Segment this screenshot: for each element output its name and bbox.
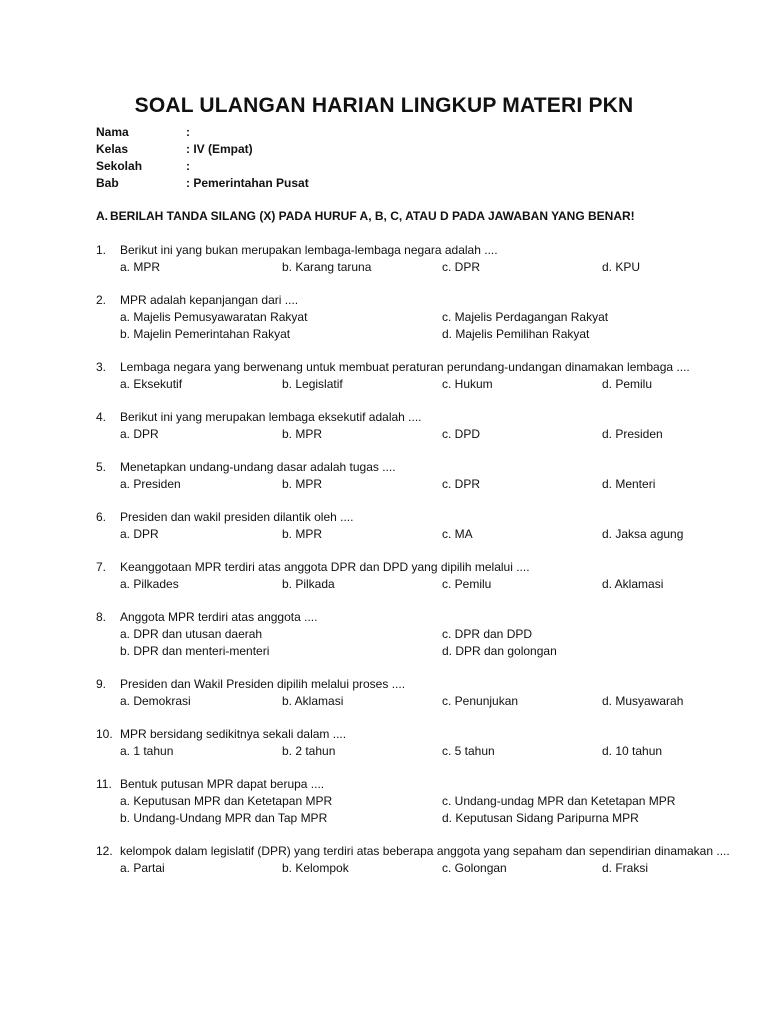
answer-option[interactable]: d. Jaksa agung — [602, 527, 684, 541]
options-row — [96, 643, 756, 660]
answer-option[interactable]: a. Presiden — [120, 477, 181, 491]
info-row-kelas — [96, 141, 309, 158]
question-item — [96, 359, 756, 393]
instruction-text: BERILAH TANDA SILANG (X) PADA HURUF A, B, C, ATAU D PADA JAWABAN YANG BENAR! — [110, 209, 635, 223]
options-row — [96, 860, 756, 877]
options-row — [96, 309, 756, 326]
answer-option[interactable]: c. DPR dan DPD — [442, 627, 533, 641]
answer-option[interactable]: d. Presiden — [602, 427, 663, 441]
answer-option[interactable]: c. MA — [442, 527, 473, 541]
answer-option[interactable]: a. DPR dan utusan daerah — [120, 627, 263, 641]
options-row — [96, 810, 756, 827]
question-text: Presiden dan Wakil Presiden dipilih melalui proses .... — [120, 677, 406, 691]
options-row — [96, 576, 756, 593]
answer-option[interactable]: b. Karang taruna — [282, 260, 372, 274]
question-number: 5. — [96, 460, 107, 474]
options-row — [96, 693, 756, 710]
question-stem — [96, 609, 756, 626]
answer-option[interactable]: c. Hukum — [442, 377, 493, 391]
question-number: 3. — [96, 360, 107, 374]
section-letter: A. — [96, 209, 108, 223]
answer-option[interactable]: c. DPR — [442, 477, 481, 491]
question-item — [96, 409, 756, 443]
info-label: Kelas — [96, 142, 129, 156]
info-label: Nama — [96, 125, 129, 139]
info-row-sekolah — [96, 158, 309, 175]
info-value: : Pemerintahan Pusat — [186, 176, 309, 190]
question-text: Berikut ini yang merupakan lembaga eksekutif adalah .... — [120, 410, 422, 424]
answer-option[interactable]: b. Majelin Pemerintahan Rakyat — [120, 327, 291, 341]
answer-option[interactable]: d. DPR dan golongan — [442, 644, 557, 658]
options-row — [96, 376, 756, 393]
question-stem — [96, 242, 756, 259]
options-row — [96, 426, 756, 443]
answer-option[interactable]: a. DPR — [120, 427, 159, 441]
info-label: Bab — [96, 176, 119, 190]
question-stem — [96, 409, 756, 426]
answer-option[interactable]: d. KPU — [602, 260, 641, 274]
question-item — [96, 509, 756, 543]
question-number: 6. — [96, 510, 107, 524]
info-value: : — [186, 125, 190, 139]
answer-option[interactable]: b. Aklamasi — [282, 694, 344, 708]
answer-option[interactable]: a. DPR — [120, 527, 159, 541]
info-value: : — [186, 159, 190, 173]
answer-option[interactable]: d. Majelis Pemilihan Rakyat — [442, 327, 590, 341]
question-item — [96, 843, 756, 877]
question-stem — [96, 726, 756, 743]
answer-option[interactable]: a. Partai — [120, 861, 165, 875]
question-number: 7. — [96, 560, 107, 574]
info-row-bab — [96, 175, 309, 192]
answer-option[interactable]: b. 2 tahun — [282, 744, 336, 758]
options-row — [96, 326, 756, 343]
question-text: Keanggotaan MPR terdiri atas anggota DPR dan DPD yang dipilih melalui .... — [120, 560, 530, 574]
options-row — [96, 743, 756, 760]
answer-option[interactable]: b. DPR dan menteri-menteri — [120, 644, 270, 658]
question-number: 12. — [96, 844, 113, 858]
answer-option[interactable]: d. 10 tahun — [602, 744, 663, 758]
question-item — [96, 726, 756, 760]
question-list — [96, 242, 756, 893]
question-stem — [96, 509, 756, 526]
question-text: kelompok dalam legislatif (DPR) yang terdiri atas beberapa anggota yang sepaham dan sependirian dinamakan .... — [120, 844, 730, 858]
answer-option[interactable]: a. Pilkades — [120, 577, 179, 591]
options-row — [96, 476, 756, 493]
answer-option[interactable]: d. Keputusan Sidang Paripurna MPR — [442, 811, 639, 825]
answer-option[interactable]: c. Penunjukan — [442, 694, 519, 708]
answer-option[interactable]: b. Legislatif — [282, 377, 343, 391]
question-stem — [96, 676, 756, 693]
question-text: MPR bersidang sedikitnya sekali dalam .... — [120, 727, 347, 741]
question-number: 2. — [96, 293, 107, 307]
answer-option[interactable]: b. MPR — [282, 427, 323, 441]
answer-option[interactable]: a. MPR — [120, 260, 161, 274]
info-value: : IV (Empat) — [186, 142, 253, 156]
answer-option[interactable]: c. Golongan — [442, 861, 507, 875]
question-item — [96, 242, 756, 276]
answer-option[interactable]: b. MPR — [282, 477, 323, 491]
options-row — [96, 626, 756, 643]
question-stem — [96, 776, 756, 793]
question-stem — [96, 359, 756, 376]
options-row — [96, 526, 756, 543]
question-text: Anggota MPR terdiri atas anggota .... — [120, 610, 318, 624]
info-label: Sekolah — [96, 159, 143, 173]
answer-option[interactable]: c. DPD — [442, 427, 481, 441]
answer-option[interactable]: c. Majelis Perdagangan Rakyat — [442, 310, 609, 324]
answer-option[interactable]: b. Pilkada — [282, 577, 335, 591]
question-text: Berikut ini yang bukan merupakan lembaga-lembaga negara adalah .... — [120, 243, 498, 257]
options-row — [96, 259, 756, 276]
question-item — [96, 292, 756, 343]
question-item — [96, 609, 756, 660]
answer-option[interactable]: c. DPR — [442, 260, 481, 274]
question-stem — [96, 843, 756, 860]
question-item — [96, 676, 756, 710]
answer-option[interactable]: d. Pemilu — [602, 377, 653, 391]
answer-option[interactable]: a. Majelis Pemusyawaratan Rakyat — [120, 310, 308, 324]
answer-option[interactable]: a. Demokrasi — [120, 694, 191, 708]
question-text: MPR adalah kepanjangan dari .... — [120, 293, 299, 307]
student-info — [96, 124, 309, 192]
question-item — [96, 559, 756, 593]
answer-option[interactable]: d. Menteri — [602, 477, 656, 491]
question-text: Lembaga negara yang berwenang untuk membuat peraturan perundang-undangan dinamakan lembaga .... — [120, 360, 690, 374]
question-number: 8. — [96, 610, 107, 624]
question-number: 11. — [96, 777, 112, 791]
answer-option[interactable]: c. 5 tahun — [442, 744, 495, 758]
answer-option[interactable]: a. Eksekutif — [120, 377, 183, 391]
question-item — [96, 776, 756, 827]
answer-option[interactable]: d. Musyawarah — [602, 694, 684, 708]
options-row — [96, 793, 756, 810]
answer-option[interactable]: a. Keputusan MPR dan Ketetapan MPR — [120, 794, 333, 808]
page-title: SOAL ULANGAN HARIAN LINGKUP MATERI PKN — [134, 94, 634, 117]
question-number: 4. — [96, 410, 107, 424]
answer-option[interactable]: b. Undang-Undang MPR dan Tap MPR — [120, 811, 328, 825]
section-instruction — [96, 209, 635, 223]
question-text: Presiden dan wakil presiden dilantik oleh .... — [120, 510, 354, 524]
answer-option[interactable]: c. Pemilu — [442, 577, 492, 591]
question-stem — [96, 459, 756, 476]
answer-option[interactable]: b. MPR — [282, 527, 323, 541]
answer-option[interactable]: c. Undang-undag MPR dan Ketetapan MPR — [442, 794, 676, 808]
answer-option[interactable]: a. 1 tahun — [120, 744, 174, 758]
answer-option[interactable]: b. Kelompok — [282, 861, 349, 875]
question-number: 10. — [96, 727, 113, 741]
question-text: Menetapkan undang-undang dasar adalah tugas .... — [120, 460, 396, 474]
question-number: 9. — [96, 677, 107, 691]
question-stem — [96, 292, 756, 309]
answer-option[interactable]: d. Aklamasi — [602, 577, 664, 591]
question-item — [96, 459, 756, 493]
question-text: Bentuk putusan MPR dapat berupa .... — [120, 777, 325, 791]
info-row-nama — [96, 124, 309, 141]
question-stem — [96, 559, 756, 576]
question-number: 1. — [96, 243, 107, 257]
answer-option[interactable]: d. Fraksi — [602, 861, 649, 875]
